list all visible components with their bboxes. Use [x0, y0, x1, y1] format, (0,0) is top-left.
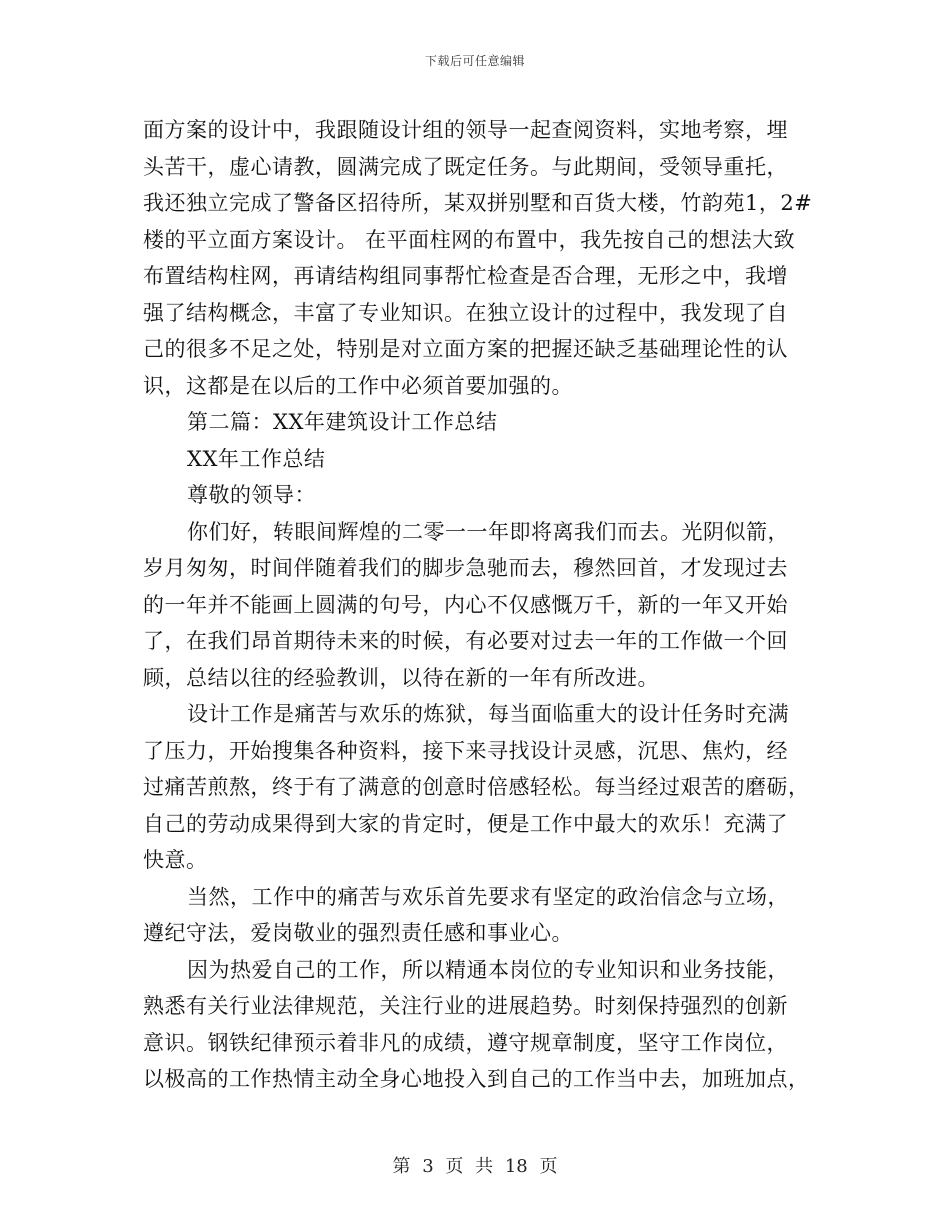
text-line: 识，这都是在以后的工作中必须首要加强的。 [143, 373, 573, 398]
text-line: 楼的平立面方案设计。 在平面柱网的布置中，我先按自己的想法大致 [143, 227, 796, 252]
text-line: 设计工作是痛苦与欢乐的炼狱，每当面临重大的设计任务时充满 [187, 702, 789, 726]
text-line: 你们好，转眼间辉煌的二零一一年即将离我们而去。光阴似箭， [187, 519, 789, 544]
text-line: 岁月匆匆，时间伴随着我们的脚步急驰而去，穆然回首，才发现过去 [143, 556, 788, 580]
text-line: 布置结构柱网，再请结构组同事帮忙检查是否合理，无形之中，我增 [143, 264, 788, 288]
document-title: XX年工作总结 [187, 446, 326, 471]
text-line: 顾，总结以往的经验教训，以待在新的一年有所改进。 [143, 665, 659, 690]
page-header-note: 下载后可任意编辑 [424, 54, 525, 68]
text-line: 头苦干，虚心请教，圆满完成了既定任务。与此期间，受领导重托， [143, 154, 788, 179]
text-line: 面方案的设计中，我跟随设计组的领导一起查阅资料，实地考察，埋 [143, 118, 788, 142]
text-line: 熟悉有关行业法律规范，关注行业的进展趋势。时刻保持强烈的创新 [143, 994, 788, 1018]
text-line: 强了结构概念，丰富了专业知识。在独立设计的过程中，我发现了自 [143, 300, 788, 325]
document-body [143, 112, 813, 1098]
section-heading: 第二篇：XX年建筑设计工作总结 [187, 410, 498, 434]
text-line: 自己的劳动成果得到大家的肯定时，便是工作中最大的欢乐！充满了 [143, 811, 788, 836]
text-line: 了，在我们昂首期待未来的时候，有必要对过去一年的工作做一个回 [143, 629, 788, 653]
text-line: 我还独立完成了警备区招待所，某双拼别墅和百货大楼，竹韵苑1，2# [143, 191, 813, 215]
text-line: 当然，工作中的痛苦与欢乐首先要求有坚定的政治信念与立场， [187, 884, 789, 909]
text-line: 己的很多不足之处，特别是对立面方案的把握还缺乏基础理论性的认 [143, 337, 788, 361]
text-line: 了压力，开始搜集各种资料，接下来寻找设计灵感，沉思、焦灼，经 [143, 738, 788, 763]
text-line: 以极高的工作热情主动全身心地投入到自己的工作当中去，加班加点， [143, 1067, 810, 1091]
text-line: 过痛苦煎熬，终于有了满意的创意时倍感轻松。每当经过艰苦的磨砺， [143, 775, 810, 799]
salutation: 尊敬的领导： [187, 483, 316, 507]
text-line: 因为热爱自己的工作，所以精通本岗位的专业知识和业务技能， [187, 957, 789, 982]
text-line: 快意。 [143, 848, 208, 872]
text-line: 遵纪守法，爱岗敬业的强烈责任感和事业心。 [143, 921, 573, 945]
page-number-footer: 第 3 页 共 18 页 [392, 1156, 558, 1177]
text-line: 意识。钢铁纪律预示着非凡的成绩，遵守规章制度，坚守工作岗位， [143, 1030, 788, 1055]
text-line: 的一年并不能画上圆满的句号，内心不仅感慨万千，新的一年又开始 [143, 592, 788, 617]
